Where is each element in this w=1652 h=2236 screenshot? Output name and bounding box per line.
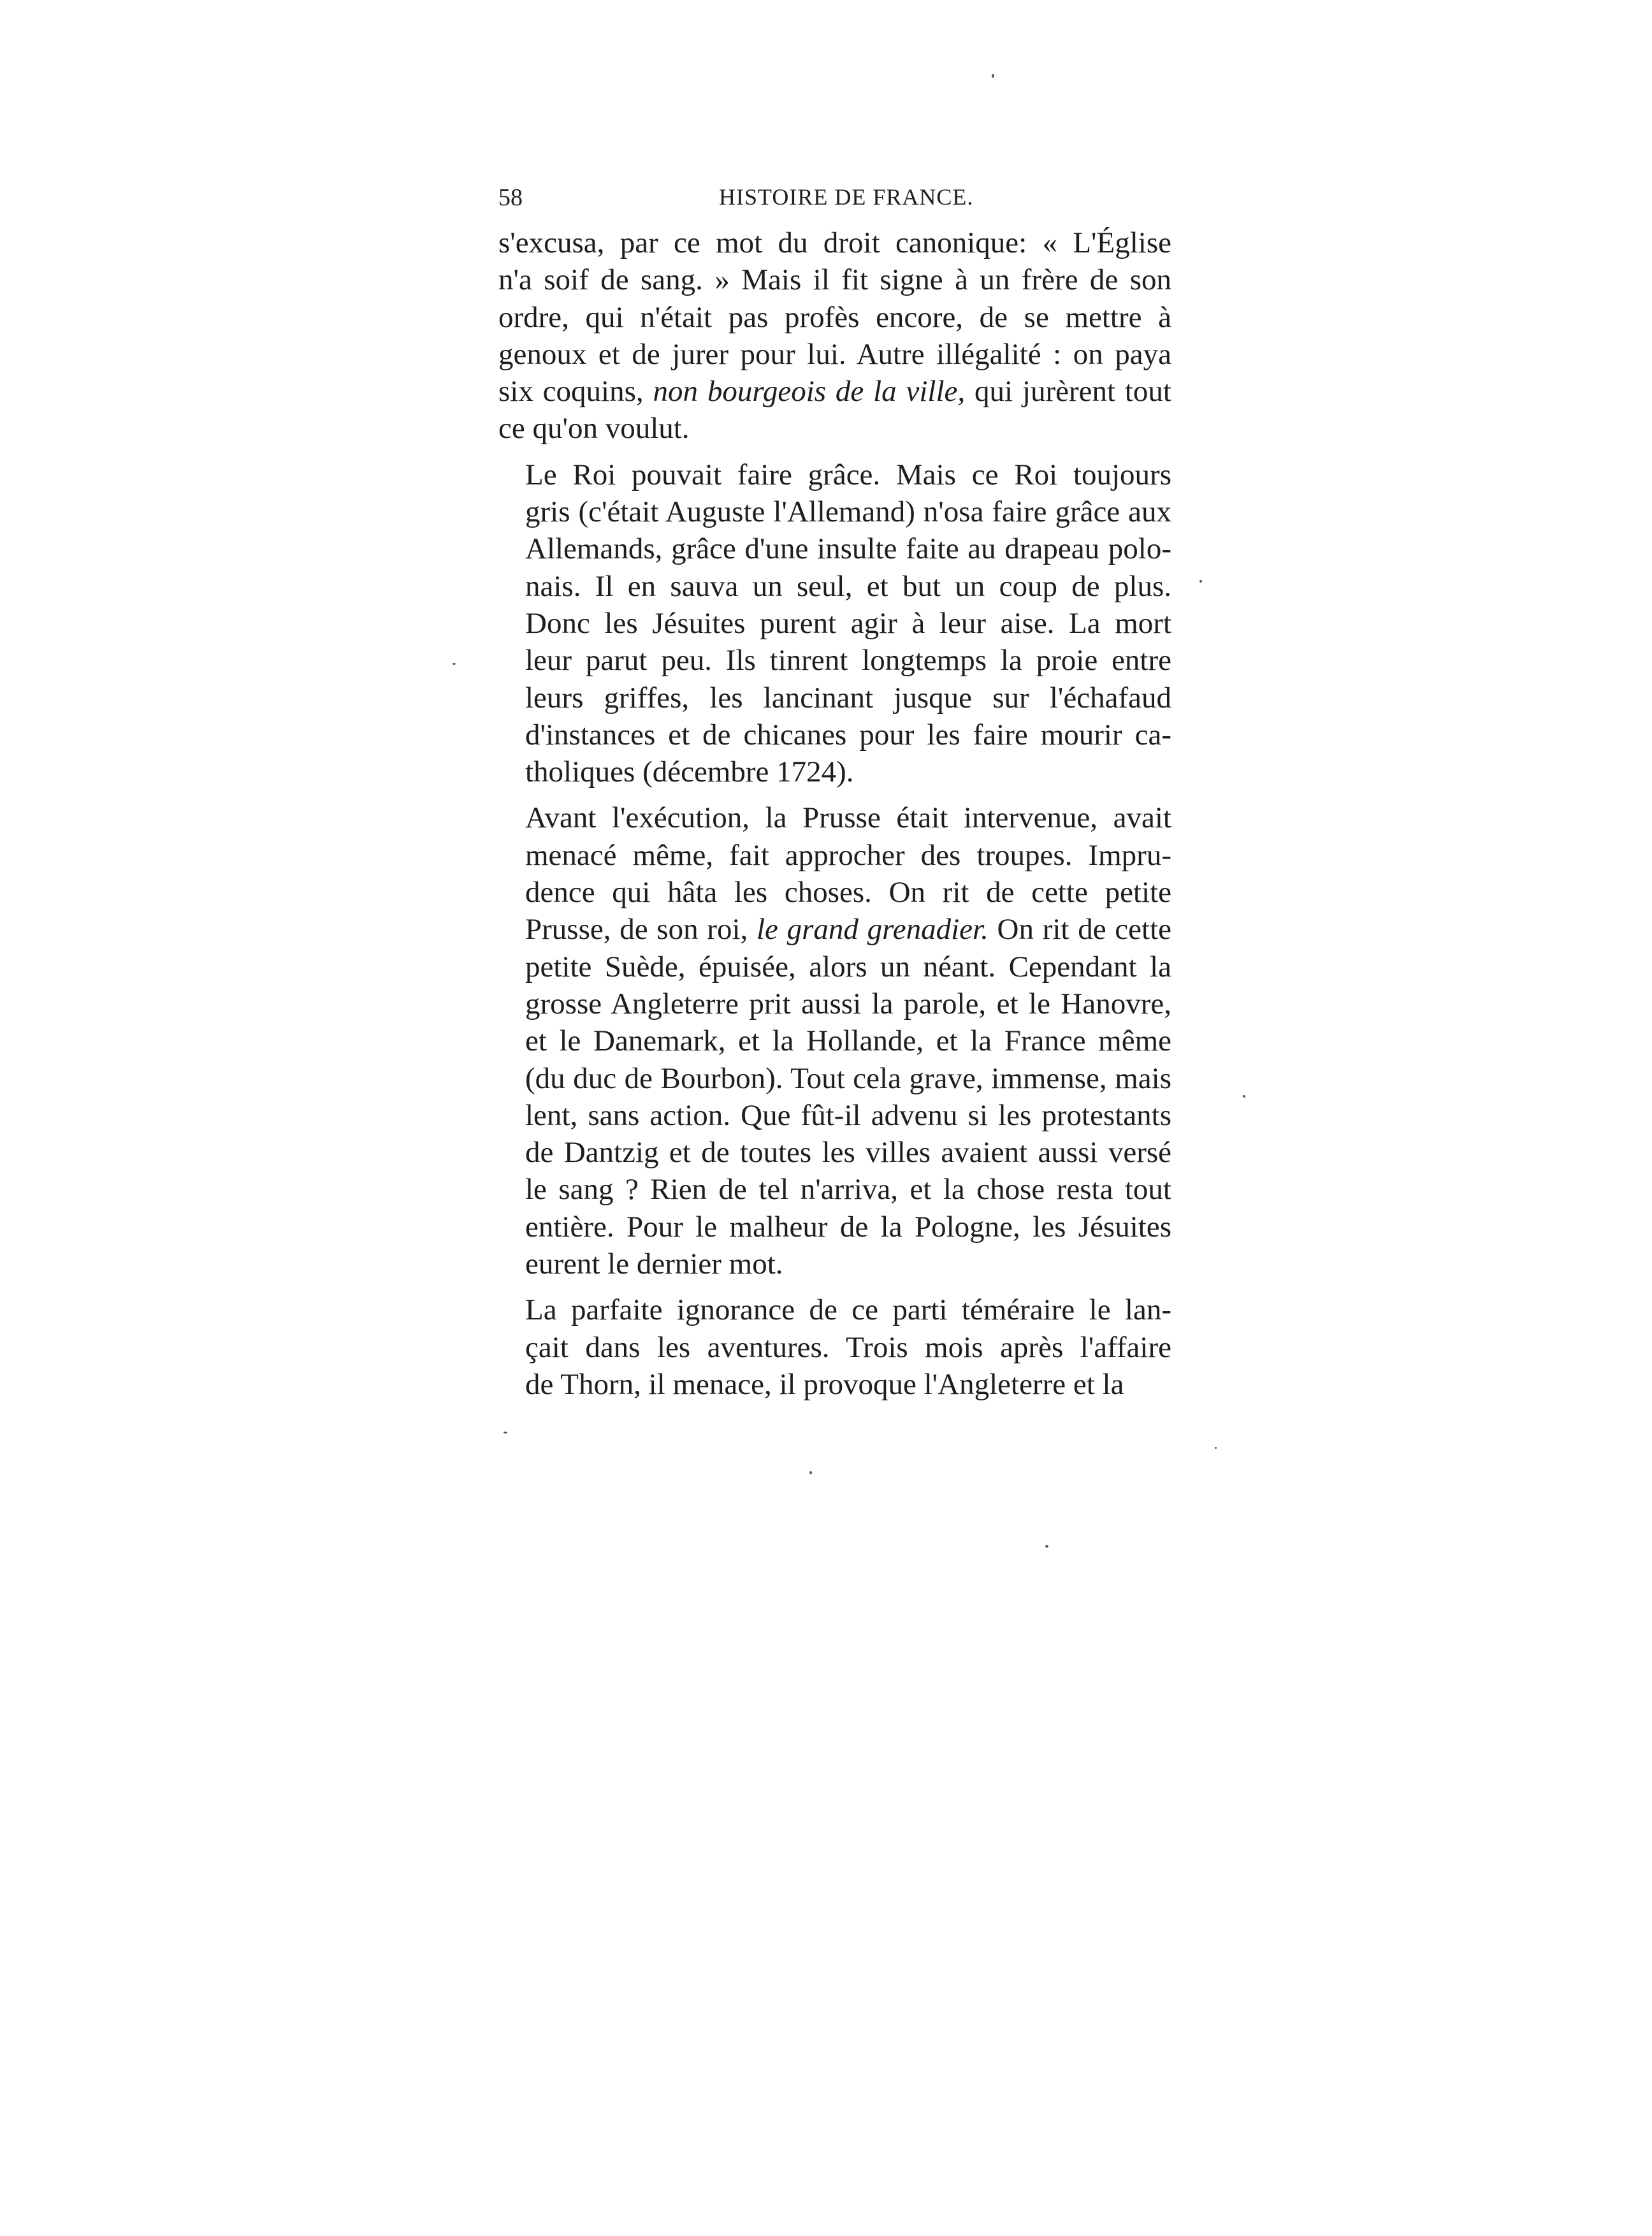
paragraph <box>498 456 1171 791</box>
text-span: dence qui hâta les choses. On rit de cette petite <box>525 876 1171 910</box>
text-line <box>498 336 1171 373</box>
text-line <box>498 642 1171 679</box>
text-span: eurent le dernier mot. <box>525 1247 783 1281</box>
text-line <box>498 1134 1171 1171</box>
text-line <box>498 1060 1171 1097</box>
text-line <box>498 530 1171 567</box>
paragraph <box>498 799 1171 1282</box>
text-span: leurs griffes, les lancinant jusque sur l'échafaud <box>525 681 1171 715</box>
text-span: ce qu'on voulut. <box>498 412 690 446</box>
text-line <box>498 1097 1171 1134</box>
text-line <box>498 568 1171 605</box>
text-span: tholiques (décembre 1724). <box>525 755 854 789</box>
text-span: genoux et de jurer pour lui. Autre illégalité : on paya <box>498 337 1171 371</box>
paragraph <box>498 224 1171 447</box>
scan-speck <box>992 74 994 78</box>
text-span: On rit de cette <box>988 913 1171 947</box>
text-span: çait dans les aventures. Trois mois après l'affaire <box>525 1330 1171 1364</box>
text-span: non bourgeois de la ville, <box>653 375 966 409</box>
text-line <box>498 1171 1171 1208</box>
text-line <box>498 1291 1171 1328</box>
text-line <box>498 679 1171 716</box>
text-line <box>498 1245 1171 1282</box>
text-span: Donc les Jésuites purent agir à leur aise. La mort <box>525 606 1171 640</box>
text-span: La parfaite ignorance de ce parti téméraire le lan- <box>525 1293 1171 1327</box>
text-line <box>498 410 1171 447</box>
text-line <box>498 261 1171 298</box>
text-span: petite Suède, épuisée, alors un néant. Cependant la <box>525 950 1171 984</box>
text-span: (du duc de Bourbon). Tout cela grave, immense, mais <box>525 1061 1171 1095</box>
text-span: et le Danemark, et la Hollande, et la France même <box>525 1024 1171 1058</box>
text-line <box>498 1209 1171 1245</box>
running-title: HISTOIRE DE FRANCE. <box>719 184 974 210</box>
text-line <box>498 753 1171 790</box>
scan-speck <box>1045 1545 1048 1548</box>
text-line <box>498 456 1171 493</box>
text-span: nais. Il en sauva un seul, et but un coup de plus. <box>525 569 1171 603</box>
text-line <box>498 373 1171 410</box>
text-span: six coquins, <box>498 375 653 409</box>
text-line <box>498 874 1171 911</box>
scan-speck <box>453 663 456 665</box>
text-span: Prusse, de son roi, <box>525 913 757 947</box>
text-span: Le Roi pouvait faire grâce. Mais ce Roi toujours <box>525 458 1171 491</box>
text-span: entière. Pour le malheur de la Pologne, les Jésuites <box>525 1210 1171 1244</box>
text-span: Avant l'exécution, la Prusse était intervenue, avait <box>525 801 1171 835</box>
text-span: leur parut peu. Ils tinrent longtemps la proie entre <box>525 644 1171 678</box>
text-line <box>498 224 1171 261</box>
scan-speck <box>1199 580 1202 583</box>
text-line <box>498 1022 1171 1059</box>
scan-speck <box>809 1471 812 1474</box>
text-span: Allemands, grâce d'une insulte faite au drapeau polo- <box>525 532 1171 566</box>
page-number: 58 <box>498 184 523 211</box>
text-span: de Thorn, il menace, il provoque l'Angleterre et la <box>525 1367 1124 1401</box>
text-span: le grand grenadier. <box>757 913 989 947</box>
text-span: d'instances et de chicanes pour les faire mourir ca- <box>525 718 1171 751</box>
text-span: s'excusa, par ce mot du droit canonique: « L'Église <box>498 226 1171 259</box>
scan-speck <box>1215 1447 1217 1449</box>
text-line <box>498 1366 1171 1403</box>
text-line <box>498 799 1171 836</box>
text-span: le sang ? Rien de tel n'arriva, et la chose resta tout <box>525 1173 1171 1207</box>
text-line <box>498 1329 1171 1366</box>
text-span: menacé même, fait approcher des troupes. Impru- <box>525 838 1171 872</box>
body-text <box>498 224 1171 1403</box>
text-span: de Dantzig et de toutes les villes avaient aussi versé <box>525 1136 1171 1170</box>
text-line <box>498 948 1171 985</box>
text-span: lent, sans action. Que fût-il advenu si les protestants <box>525 1098 1171 1132</box>
scan-speck <box>1243 1095 1245 1098</box>
text-line <box>498 493 1171 530</box>
scan-speck <box>504 1432 507 1434</box>
text-line <box>498 716 1171 753</box>
text-span: n'a soif de sang. » Mais il fit signe à un frère de son <box>498 263 1171 297</box>
text-line <box>498 299 1171 336</box>
text-span: gris (c'était Auguste l'Allemand) n'osa faire grâce aux <box>525 495 1171 529</box>
text-span: ordre, qui n'était pas profès encore, de se mettre à <box>498 300 1171 334</box>
text-line <box>498 605 1171 642</box>
text-line <box>498 985 1171 1022</box>
text-span: grosse Angleterre prit aussi la parole, et le Hanovre, <box>525 987 1171 1020</box>
text-line <box>498 911 1171 948</box>
text-span: qui jurèrent tout <box>965 375 1171 409</box>
text-line <box>498 837 1171 874</box>
paragraph <box>498 1291 1171 1403</box>
